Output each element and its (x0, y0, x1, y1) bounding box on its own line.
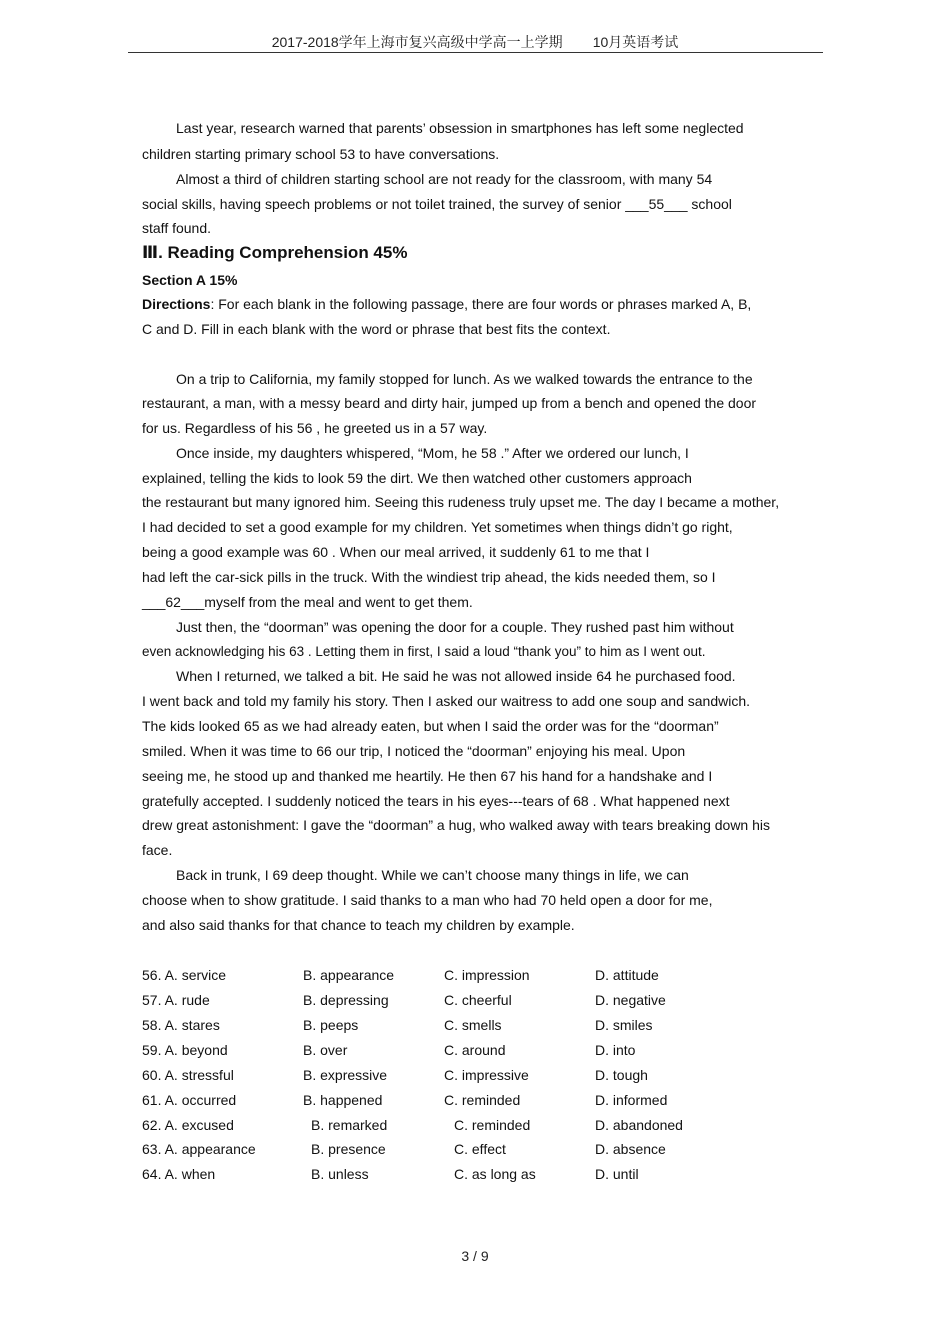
option-a[interactable]: 59. A. beyond (142, 1042, 228, 1058)
passage-line: smiled. When it was time to 66 our trip, I noticed the “doorman” enjoying his meal. Upon (142, 743, 686, 759)
option-c[interactable]: C. reminded (444, 1092, 521, 1108)
option-b[interactable]: B. presence (311, 1141, 386, 1157)
header-rule (128, 52, 823, 53)
option-d[interactable]: D. until (595, 1166, 639, 1182)
option-b[interactable]: B. remarked (311, 1117, 388, 1133)
option-b[interactable]: B. depressing (303, 992, 389, 1008)
option-a[interactable]: 63. A. appearance (142, 1141, 256, 1157)
passage-line: drew great astonishment: I gave the “doorman” a hug, who walked away with tears breaking down his (142, 817, 771, 833)
header-title: 2017-2018学年上海市复兴高级中学高一上学期 (271, 34, 563, 50)
passage-line: had left the car-sick pills in the truck. With the windiest trip ahead, the kids needed them, so I (142, 569, 716, 585)
passage-line: Just then, the “doorman” was opening the door for a couple. They rushed past him without (176, 619, 734, 635)
passage-line: restaurant, a man, with a messy beard and dirty hair, jumped up from a bench and opened the door (142, 395, 757, 411)
option-c[interactable]: C. effect (454, 1141, 506, 1157)
option-a[interactable]: 61. A. occurred (142, 1092, 237, 1108)
option-d[interactable]: D. negative (595, 992, 666, 1008)
option-c[interactable]: C. impression (444, 967, 530, 983)
passage-line: seeing me, he stood up and thanked me heartily. He then 67 his hand for a handshake and I (142, 768, 713, 784)
option-c[interactable]: C. as long as (454, 1166, 536, 1182)
option-c[interactable]: C. impressive (444, 1067, 529, 1083)
passage-line: Once inside, my daughters whispered, “Mom, he 58 .” After we ordered our lunch, I (176, 445, 689, 461)
option-d[interactable]: D. absence (595, 1141, 666, 1157)
option-d[interactable]: D. informed (595, 1092, 668, 1108)
passage-line: I had decided to set a good example for my children. Yet sometimes when things didn’t go right, (142, 519, 733, 535)
option-a[interactable]: 58. A. stares (142, 1017, 220, 1033)
option-a[interactable]: 57. A. rude (142, 992, 210, 1008)
option-b[interactable]: B. unless (311, 1166, 369, 1182)
directions-text: : For each blank in the following passage, there are four words or phrases marked A, B, (210, 296, 752, 312)
option-a[interactable]: 62. A. excused (142, 1117, 234, 1133)
option-b[interactable]: B. happened (303, 1092, 383, 1108)
directions-label: Directions (142, 296, 211, 312)
directions (142, 295, 751, 313)
option-a[interactable]: 56. A. service (142, 967, 227, 983)
section-subtitle: Section A 15% (142, 272, 238, 288)
option-c[interactable]: C. smells (444, 1017, 502, 1033)
option-b[interactable]: B. over (303, 1042, 348, 1058)
passage-line: gratefully accepted. I suddenly noticed the tears in his eyes---tears of 68 . What happened next (142, 793, 730, 809)
passage-line: social skills, having speech problems or not toilet trained, the survey of senior ___55___ school (142, 196, 732, 212)
header-subtitle: 10月英语考试 (592, 34, 679, 50)
page-number: 3 / 9 (461, 1248, 489, 1264)
option-d[interactable]: D. smiles (595, 1017, 653, 1033)
option-c[interactable]: C. reminded (454, 1117, 531, 1133)
option-d[interactable]: D. tough (595, 1067, 648, 1083)
passage-line: the restaurant but many ignored him. Seeing this rudeness truly upset me. The day I became a mother, (142, 494, 780, 510)
option-d[interactable]: D. attitude (595, 967, 659, 983)
passage-line: Back in trunk, I 69 deep thought. While we can’t choose many things in life, we can (176, 867, 689, 883)
option-d[interactable]: D. into (595, 1042, 636, 1058)
passage-line: choose when to show gratitude. I said thanks to a man who had 70 held open a door for me, (142, 892, 713, 908)
passage-line: and also said thanks for that chance to teach my children by example. (142, 917, 575, 933)
passage-line: ___62___myself from the meal and went to get them. (142, 594, 473, 610)
passage-line: face. (142, 842, 173, 858)
passage-line: explained, telling the kids to look 59 the dirt. We then watched other customers approach (142, 470, 692, 486)
option-c[interactable]: C. cheerful (444, 992, 512, 1008)
section-title: Ⅲ. Reading Comprehension 45% (142, 243, 408, 262)
passage-line: for us. Regardless of his 56 , he greeted us in a 57 way. (142, 420, 488, 436)
passage-line: even acknowledging his 63 . Letting them in first, I said a loud “thank you” to him as I went out. (142, 644, 706, 659)
option-b[interactable]: B. appearance (303, 967, 395, 983)
passage-line: The kids looked 65 as we had already eaten, but when I said the order was for the “doorman” (142, 718, 719, 734)
page-header (0, 32, 950, 52)
passage-line: On a trip to California, my family stopped for lunch. As we walked towards the entrance to the (176, 371, 753, 387)
passage-line: being a good example was 60 . When our meal arrived, it suddenly 61 to me that I (142, 544, 650, 560)
passage-line: I went back and told my family his story. Then I asked our waitress to add one soup and sandwich. (142, 693, 751, 709)
option-b[interactable]: B. expressive (303, 1067, 388, 1083)
passage-line: Last year, research warned that parents’ obsession in smartphones has left some neglected (176, 120, 744, 136)
option-a[interactable]: 60. A. stressful (142, 1067, 234, 1083)
directions-line2: C and D. Fill in each blank with the word or phrase that best fits the context. (142, 321, 611, 337)
passage-line: staff found. (142, 220, 212, 236)
passage-line: Almost a third of children starting school are not ready for the classroom, with many 54 (176, 171, 713, 187)
passage-line: children starting primary school 53 to have conversations. (142, 146, 500, 162)
option-a[interactable]: 64. A. when (142, 1166, 216, 1182)
option-b[interactable]: B. peeps (303, 1017, 359, 1033)
passage-line: When I returned, we talked a bit. He said he was not allowed inside 64 he purchased food. (176, 668, 736, 684)
option-c[interactable]: C. around (444, 1042, 506, 1058)
option-d[interactable]: D. abandoned (595, 1117, 683, 1133)
